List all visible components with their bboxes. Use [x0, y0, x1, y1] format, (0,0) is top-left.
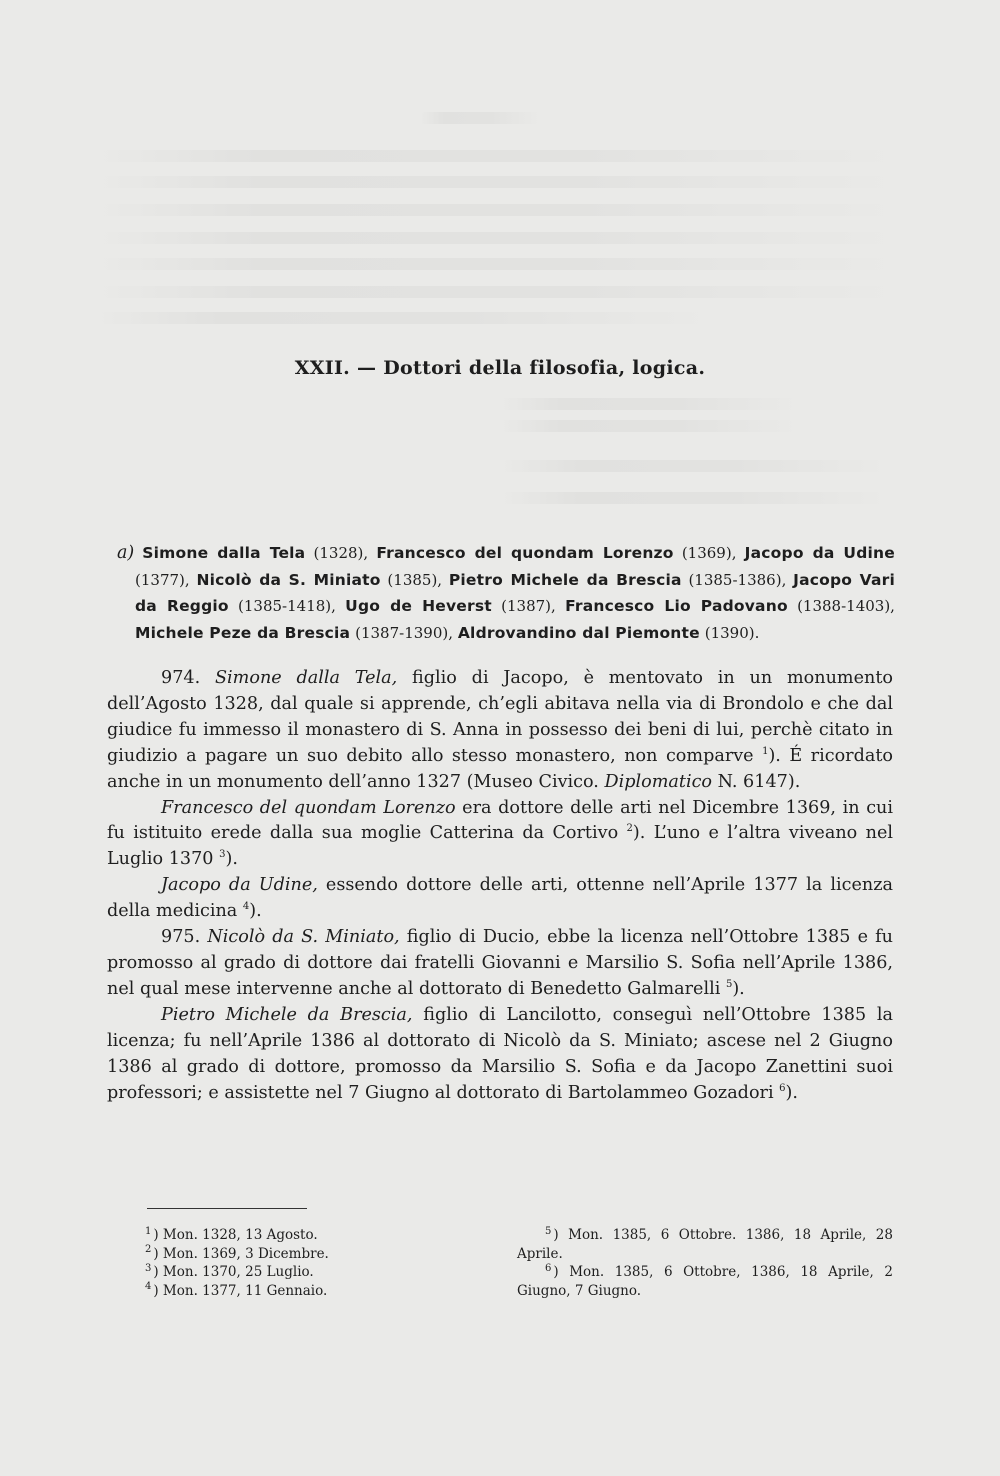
footnote-text: ) Mon. 1385, 6 Ottobre, 1386, 18 Aprile, 2 Giugno, 7 Giugno. [517, 1264, 893, 1299]
paragraph-text: ). É ricordato anche in un monumento dell’anno 1327 (Museo Civico. [107, 745, 893, 792]
summary-name: Michele Peze da Brescia [135, 623, 351, 642]
summary-name: Jacopo da Udine [744, 544, 895, 562]
paragraph-text: ). L’uno e l’altra viveano nel Luglio 1370 [107, 823, 893, 870]
summary-dates: (1377), [135, 570, 190, 589]
paragraph-pietro [107, 1003, 893, 1107]
footnotes-left-column [145, 1226, 475, 1300]
footnote-text: ) Mon. 1369, 3 Dicembre. [153, 1245, 329, 1262]
paragraph-text: ). [249, 901, 262, 922]
footnote-ref[interactable]: 1 [762, 745, 769, 757]
show-through [95, 150, 905, 162]
paragraph-text: figlio di Jacopo, è mentovato in un monumento dell’Agosto 1328, dal quale si apprende, ch’egli abitava nella via di Brondolo e che dal giudice fu immesso il monastero di S. Anna in possesso dei beni di lui, perchè citato in giudizio a pagare un suo debito allo stesso monastero, non comparve [107, 668, 893, 766]
section-number: 974. [161, 668, 201, 688]
person-name: Jacopo da Udine, [161, 875, 318, 896]
footnote-ref[interactable]: 3 [219, 849, 226, 861]
chapter-heading [0, 357, 1000, 379]
summary-dates: (1387), [501, 597, 556, 616]
footnote-text: ) Mon. 1385, 6 Ottobre. 1386, 18 Aprile, 28 Aprile. [517, 1227, 893, 1262]
paragraph-text: N. 6147). [712, 771, 801, 792]
show-through [95, 312, 715, 324]
footnote-divider [147, 1208, 307, 1209]
paragraph-text: ). [785, 1082, 799, 1103]
summary-dates: (1388-1403), [797, 597, 895, 616]
footnote-ref[interactable]: 4 [242, 901, 250, 913]
heading-dash: — [357, 357, 377, 379]
paragraph-text: essendo dottore delle arti, ottenne nell’Aprile 1377 la licenza della medicina [107, 875, 893, 922]
footnote-text: ) Mon. 1328, 13 Agosto. [153, 1227, 318, 1243]
person-name: Nicolò da S. Miniato, [207, 927, 400, 948]
summary-label: a) [117, 543, 135, 563]
summary-name: Jacopo Vari da Reggio [135, 570, 895, 616]
show-through [95, 258, 905, 270]
summary-dates: (1385-1386), [688, 570, 787, 589]
section-number: 975. [161, 927, 201, 948]
summary-name: Nicolò da S. Miniato [196, 570, 381, 589]
summary-dates: (1328), [313, 544, 369, 562]
footnote-mark: 3 [145, 1262, 152, 1274]
footnote-item [145, 1282, 475, 1301]
summary-dates: (1369), [681, 544, 737, 562]
summary-name: Pietro Michele da Brescia [448, 570, 682, 589]
show-through [95, 204, 905, 216]
show-through [95, 232, 905, 244]
paragraph-text: ). [225, 849, 238, 870]
show-through [500, 492, 890, 504]
paragraph-jacopo [107, 873, 893, 925]
chapter-title: Dottori della filosofia, logica. [383, 357, 706, 379]
footnote-mark: 2 [145, 1244, 152, 1256]
footnote-text: ) Mon. 1370, 25 Luglio. [153, 1264, 314, 1281]
archive-reference: Diplomatico [604, 771, 713, 792]
footnote-ref[interactable]: 6 [779, 1082, 786, 1094]
show-through [95, 286, 905, 298]
show-through [500, 398, 800, 410]
footnote-item [145, 1263, 475, 1282]
paragraph-francesco [107, 796, 893, 874]
person-name: Simone dalla Tela, [214, 668, 398, 688]
person-name: Francesco del quondam Lorenzo [161, 797, 456, 818]
main-text [107, 666, 893, 1106]
summary-name: Francesco del quondam Lorenzo [376, 544, 674, 562]
show-through [95, 176, 905, 188]
paragraph-975 [107, 925, 893, 1003]
summary-name: Ugo de Heverst [345, 597, 492, 616]
footnote-mark: 5 [545, 1225, 552, 1237]
footnote-mark: 1 [145, 1225, 152, 1237]
summary-name: Aldrovandino dal Piemonte [457, 623, 700, 642]
footnote-mark: 6 [545, 1262, 552, 1274]
summary-dates: (1385), [387, 570, 443, 589]
summary-dates: (1385-1418), [238, 597, 336, 616]
paragraph-text: era dottore delle arti nel Dicembre 1369, in cui fu istituito erede dalla sua moglie Catterina da Cortivo [107, 797, 894, 844]
footnotes-right-column [517, 1226, 893, 1300]
footnote-item [517, 1226, 893, 1263]
footnote-item [145, 1226, 475, 1245]
footnote-item [517, 1263, 893, 1300]
footnote-ref[interactable]: 2 [626, 823, 633, 835]
show-through [500, 420, 800, 432]
summary-dates: (1390). [704, 623, 760, 642]
footnote-mark: 4 [145, 1281, 152, 1293]
paragraph-text: ). [732, 978, 745, 999]
summary-name: Simone dalla Tela [142, 544, 306, 562]
summary-paragraph [117, 540, 895, 646]
paragraph-text: figlio di Ducio, ebbe la licenza nell’Ottobre 1385 e fu promosso al grado di dottore dai fratelli Giovanni e Marsilio S. Sofia nell’Aprile 1386, nel qual mese intervenne anche al dottorato di Benedetto Galmarelli [107, 927, 894, 999]
chapter-number: XXII. [294, 357, 351, 379]
names-summary [117, 540, 895, 646]
summary-name: Francesco Lio Padovano [565, 597, 788, 616]
summary-dates: (1387-1390), [355, 623, 453, 642]
footnote-text: ) Mon. 1377, 11 Gennaio. [153, 1282, 328, 1299]
show-through [500, 460, 890, 472]
paragraph-974 [107, 666, 893, 796]
show-through [420, 112, 540, 124]
footnote-ref[interactable]: 5 [725, 979, 733, 991]
footnote-item [145, 1245, 475, 1264]
person-name: Pietro Michele da Brescia, [161, 1004, 413, 1025]
paragraph-text: figlio di Lancilotto, conseguì nell’Ottobre 1385 la licenza; fu nell’Aprile 1386 al dottorato di Nicolò da S. Miniato; ascese nel 2 Giugno 1386 al grado di dottore, promosso da Marsilio S. Sofia e da Jacopo Zanettini suoi professori; e assistette nel 7 Giugno al dottorato di Bartolammeo Gozadori [107, 1004, 893, 1103]
